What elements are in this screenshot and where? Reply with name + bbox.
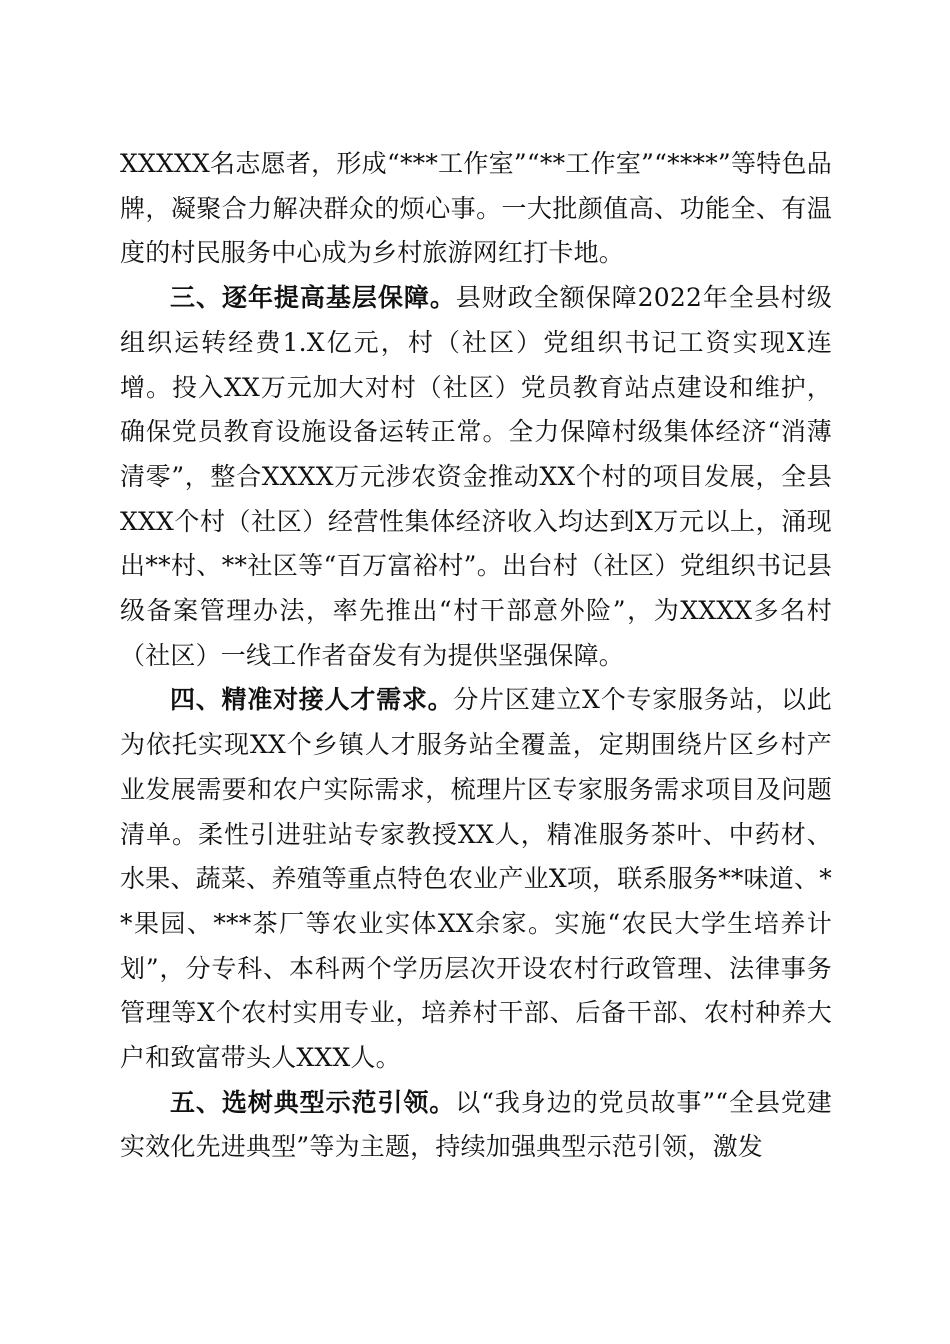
section-heading: 三、逐年提高基层保障。 bbox=[170, 283, 456, 313]
paragraph-text: 以“我身边的党员故事”“全县党建实效化先进典型”等为主题，持续加强典型示范引领，激发 bbox=[120, 1087, 832, 1162]
section-heading: 四、精准对接人才需求。 bbox=[170, 685, 454, 715]
document-body bbox=[120, 142, 832, 1170]
paragraph-section-four bbox=[120, 678, 832, 1080]
section-heading: 五、选树典型示范引领。 bbox=[170, 1087, 456, 1117]
paragraph-text: 分片区建立X个专家服务站，以此为依托实现XX个乡镇人才服务站全覆盖，定期围绕片区乡村产业发展需要和农户实际需求，梳理片区专家服务需求项目及问题清单。柔性引进驻站专家教授XX人，精准服务茶叶、中药材、水果、蔬菜、养殖等重点特色农业产业X项，联系服务**味道、**果园、***茶厂等农业实体XX余家。实施“农民大学生培养计划”，分专科、本科两个学历层次开设农村行政管理、法律事务管理等X个农村实用专业，培养村干部、后备干部、农村种养大户和致富带头人XXX人。 bbox=[120, 685, 832, 1073]
paragraph-section-five bbox=[120, 1081, 832, 1170]
paragraph-text: XXXXX名志愿者，形成“***工作室”“**工作室”“****”等特色品牌，凝聚合力解决群众的烦心事。一大批颜值高、功能全、有温度的村民服务中心成为乡村旅游网红打卡地。 bbox=[120, 149, 832, 268]
paragraph-section-three bbox=[120, 276, 832, 678]
paragraph-text: 县财政全额保障2022年全县村级组织运转经费1.X亿元，村（社区）党组织书记工资实现X连增。投入XX万元加大对村（社区）党员教育站点建设和维护，确保党员教育设施设备运转正常。全力保障村级集体经济“消薄清零”，整合XXXX万元涉农资金推动XX个村的项目发展，全县XXX个村（社区）经营性集体经济收入均达到X万元以上，涌现出**村、**社区等“百万富裕村”。出台村（社区）党组织书记县级备案管理办法，率先推出“村干部意外险”，为XXXX多名村（社区）一线工作者奋发有为提供坚强保障。 bbox=[120, 283, 832, 670]
paragraph-continuation bbox=[120, 142, 832, 276]
